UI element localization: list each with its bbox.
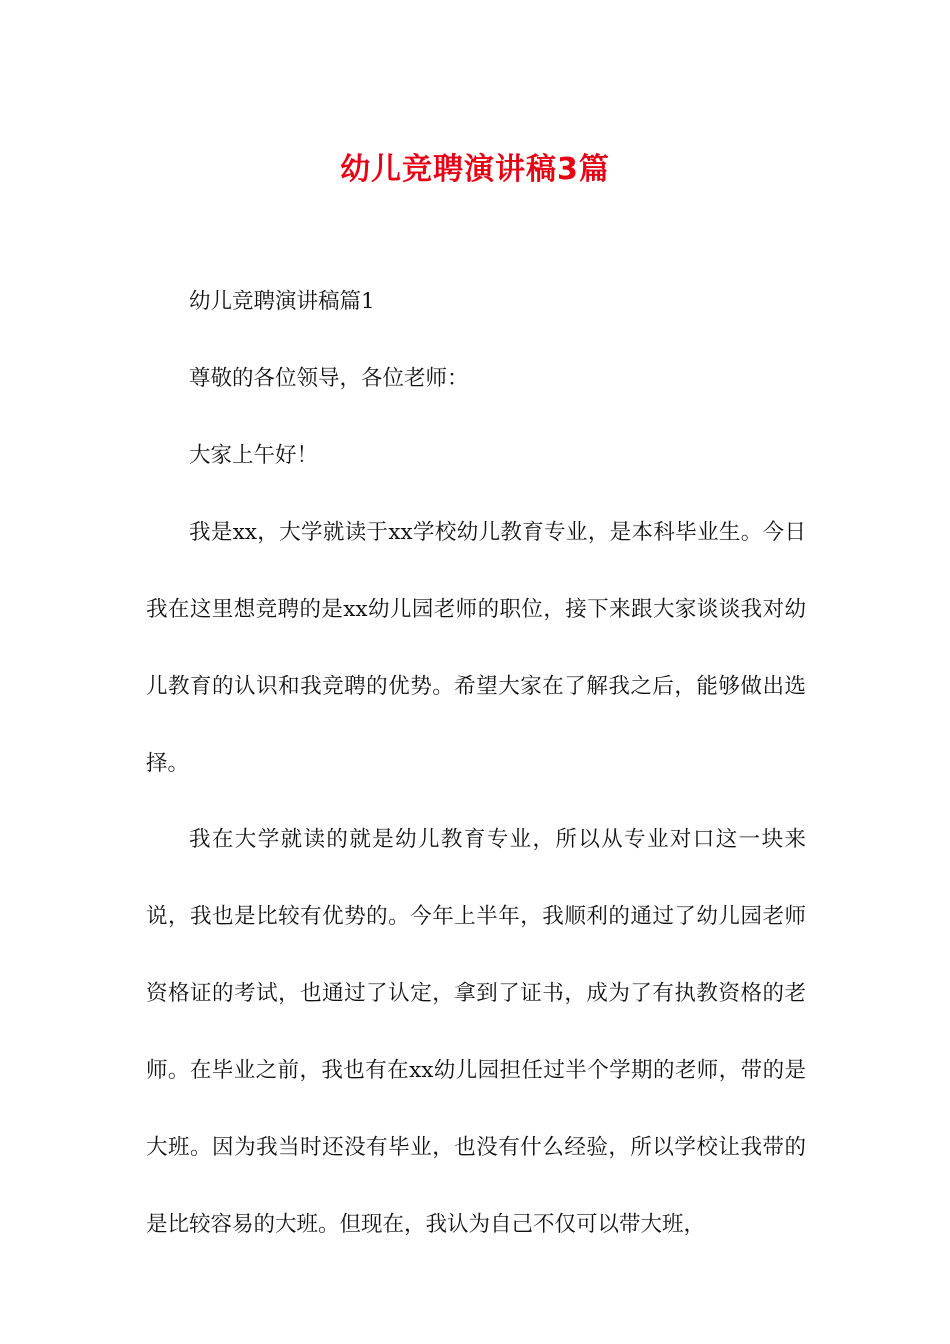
document-title: 幼儿竞聘演讲稿3篇 (340, 152, 610, 187)
document-body (146, 276, 806, 1275)
section-heading: 幼儿竞聘演讲稿篇1 (189, 289, 375, 314)
body-paragraph: 我在大学就读的就是幼儿教育专业，所以从专业对口这一块来说，我也是比较有优势的。今年上半年，我顺利的通过了幼儿园老师资格证的考试，也通过了认定，拿到了证书，成为了有执教资格的老师。在毕业之前，我也有在xx幼儿园担任过半个学期的老师，带的是大班。因为我当时还没有毕业，也没有什么经验，所以学校让我带的是比较容易的大班。但现在，我认为自己不仅可以带大班， (146, 827, 806, 1237)
greeting: 大家上午好！ (189, 443, 319, 468)
salutation: 尊敬的各位领导，各位老师： (189, 366, 469, 391)
body-paragraph: 我是xx，大学就读于xx学校幼儿教育专业，是本科毕业生。今日我在这里想竞聘的是xx幼儿园老师的职位，接下来跟大家谈谈我对幼儿教育的认识和我竞聘的优势。希望大家在了解我之后，能够做出选择。 (146, 520, 806, 776)
